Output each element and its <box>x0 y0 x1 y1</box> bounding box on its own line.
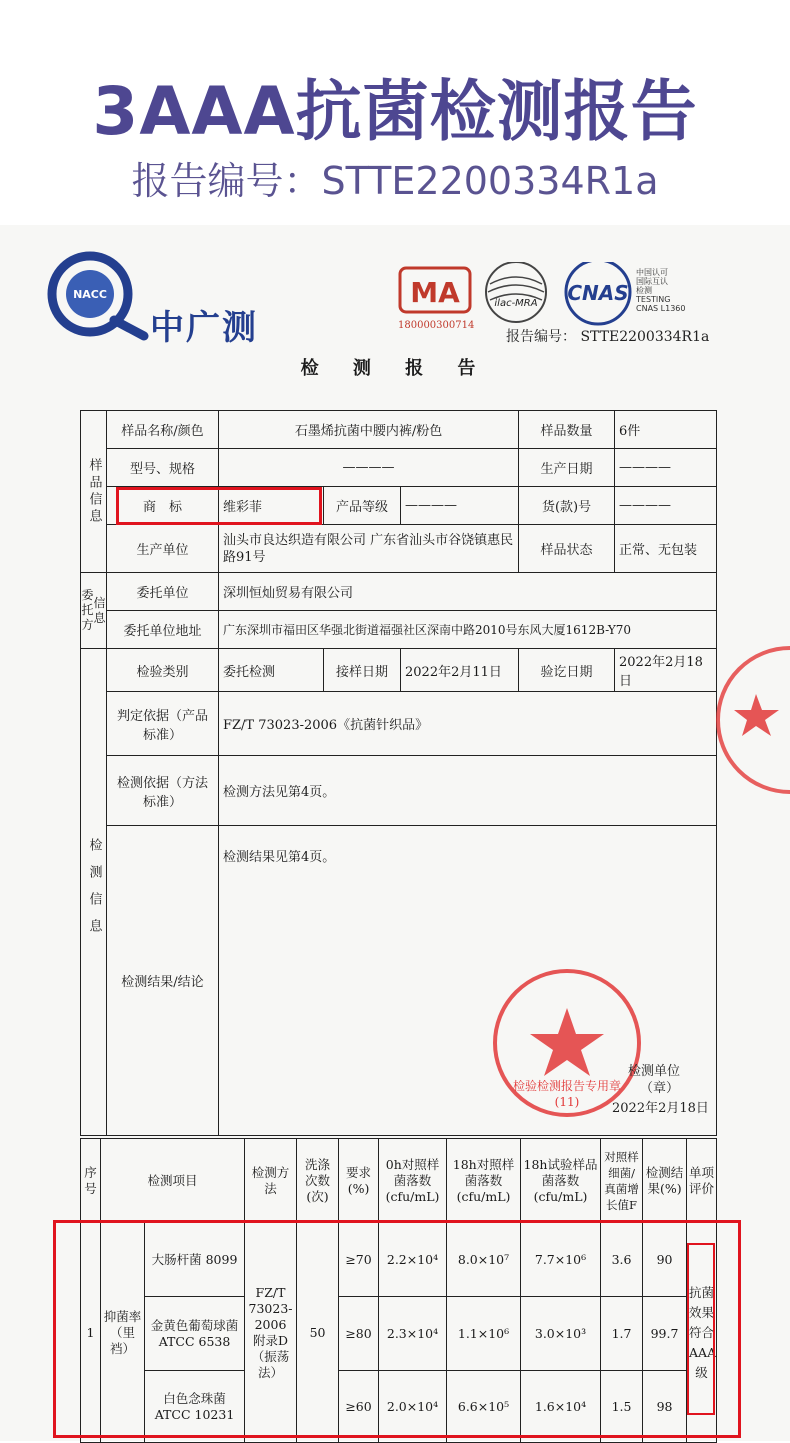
result-label: 检测结果/结论 <box>107 826 219 1136</box>
row-18h-control: 1.1×10⁶ <box>447 1297 521 1371</box>
production-date-label: 生产日期 <box>519 449 615 487</box>
inspection-type-value: 委托检测 <box>219 649 324 692</box>
grade-value: ———— <box>401 487 519 525</box>
header-18h-control: 18h对照样菌落数(cfu/mL) <box>447 1139 521 1223</box>
method-value: 检测方法见第4页。 <box>219 756 717 826</box>
seal-unit-label: 检测单位 <box>628 1064 681 1079</box>
row-item: 大肠杆菌 8099 <box>145 1223 245 1297</box>
official-seal-icon <box>482 968 652 1118</box>
row-requirement: ≥60 <box>339 1371 379 1443</box>
row-0h-control: 2.0×10⁴ <box>379 1371 447 1443</box>
inspection-group-label: 检测信息 <box>81 649 107 1136</box>
header-18h-sample: 18h试验样品菌落数(cfu/mL) <box>521 1139 601 1223</box>
item-number-value: ———— <box>615 487 717 525</box>
row-index: 1 <box>81 1223 101 1443</box>
item-number-label: 货(款)号 <box>519 487 615 525</box>
header-index: 序号 <box>81 1139 101 1223</box>
header-growth-value: 对照样细菌/真菌增长值F <box>601 1139 643 1223</box>
row-growth-value: 1.7 <box>601 1297 643 1371</box>
grade-label: 产品等级 <box>324 487 401 525</box>
maker-label: 生产单位 <box>107 525 219 573</box>
header-evaluation: 单项评价 <box>687 1139 717 1223</box>
ilac-mark-icon <box>486 262 546 322</box>
side-seal-icon <box>712 640 790 800</box>
result-value: 检测结果见第4页。 <box>223 850 336 865</box>
cma-number: 180000300714 <box>398 320 475 331</box>
header-item: 检测项目 <box>101 1139 245 1223</box>
row-18h-sample: 1.6×10⁴ <box>521 1371 601 1443</box>
brand-value: 维彩菲 <box>219 487 324 525</box>
logo-text: 中广测 <box>150 308 258 348</box>
svg-text:检验检测报告专用章: 检验检测报告专用章 <box>512 1079 622 1093</box>
cma-label: MA <box>410 276 460 309</box>
header-method: 检测方法 <box>245 1139 297 1223</box>
row-item: 白色念珠菌 ATCC 10231 <box>145 1371 245 1443</box>
nacc-logo-icon <box>44 250 154 342</box>
row-washes: 50 <box>297 1223 339 1443</box>
header-0h-control: 0h对照样菌落数(cfu/mL) <box>379 1139 447 1223</box>
brand-highlight-box <box>116 487 322 525</box>
row-result: 98 <box>643 1371 687 1443</box>
maker-value: 汕头市良达织造有限公司 广东省汕头市谷饶镇惠民路91号 <box>219 525 519 573</box>
sample-qty-value: 6件 <box>615 411 717 449</box>
row-growth-value: 1.5 <box>601 1371 643 1443</box>
model-label: 型号、规格 <box>107 449 219 487</box>
receive-date-label: 接样日期 <box>324 649 401 692</box>
evaluation-highlight-box <box>687 1243 715 1415</box>
row-requirement: ≥70 <box>339 1223 379 1297</box>
inspection-type-label: 检验类别 <box>107 649 219 692</box>
production-date-value: ———— <box>615 449 717 487</box>
client-unit-label: 委托单位 <box>107 573 219 611</box>
sample-name-value: 石墨烯抗菌中腰内裤/粉色 <box>219 411 519 449</box>
row-growth-value: 3.6 <box>601 1223 643 1297</box>
row-method: FZ/T 73023-2006 附录D（振荡法） <box>245 1223 297 1443</box>
sample-group-label: 样品信息 <box>81 411 107 573</box>
row-18h-control: 8.0×10⁷ <box>447 1223 521 1297</box>
row-18h-control: 6.6×10⁵ <box>447 1371 521 1443</box>
row-0h-control: 2.2×10⁴ <box>379 1223 447 1297</box>
seal-note: （章） <box>640 1081 680 1096</box>
ilac-label: ilac-MRA <box>494 298 538 309</box>
method-label: 检测依据（方法标准） <box>107 756 219 826</box>
client-unit-value: 深圳恒灿贸易有限公司 <box>219 573 717 611</box>
report-number-line: 报告编号： STTE2200334R1a <box>506 329 710 345</box>
logo-mark: NACC <box>73 288 107 301</box>
page-title: 3AAA抗菌检测报告 <box>92 73 698 150</box>
brand-label: 商 标 <box>107 487 219 525</box>
row-18h-sample: 3.0×10³ <box>521 1297 601 1371</box>
row-evaluation: 抗菌效果符合AAA级 <box>687 1223 717 1443</box>
sample-qty-label: 样品数量 <box>519 411 615 449</box>
row-0h-control: 2.3×10⁴ <box>379 1297 447 1371</box>
svg-text:(11): (11) <box>554 1095 580 1109</box>
document-title: 检 测 报 告 <box>300 358 490 379</box>
sample-state-value: 正常、无包装 <box>615 525 717 573</box>
header-washes: 洗涤次数(次) <box>297 1139 339 1223</box>
row-result: 99.7 <box>643 1297 687 1371</box>
client-address-label: 委托单位地址 <box>107 611 219 649</box>
row-18h-sample: 7.7×10⁶ <box>521 1223 601 1297</box>
results-highlight-box <box>53 1220 741 1438</box>
finish-date-label: 验讫日期 <box>519 649 615 692</box>
finish-date-value: 2022年2月18日 <box>615 649 717 692</box>
sample-name-label: 样品名称/颜色 <box>107 411 219 449</box>
row-category: 抑菌率（里裆） <box>101 1223 145 1443</box>
seal-date: 2022年2月18日 <box>612 1101 709 1116</box>
row-item: 金黄色葡萄球菌 ATCC 6538 <box>145 1297 245 1371</box>
row-requirement: ≥80 <box>339 1297 379 1371</box>
receive-date-value: 2022年2月11日 <box>401 649 519 692</box>
basis-value: FZ/T 73023-2006《抗菌针织品》 <box>219 692 717 756</box>
client-address-value: 广东深圳市福田区华强北街道福强社区深南中路2010号东风大厦1612B-Y70 <box>219 611 717 649</box>
basis-label: 判定依据（产品标准） <box>107 692 219 756</box>
header-requirement: 要求(%) <box>339 1139 379 1223</box>
client-group-label: 委托方信息 <box>81 573 107 649</box>
report-number-subtitle: 报告编号：STTE2200334R1a <box>131 159 659 203</box>
results-header-row <box>81 1139 717 1223</box>
header-result: 检测结果(%) <box>643 1139 687 1223</box>
row-result: 90 <box>643 1223 687 1297</box>
sample-state-label: 样品状态 <box>519 525 615 573</box>
model-value: ———— <box>219 449 519 487</box>
cnas-label: CNAS <box>567 281 629 305</box>
cnas-side-text: 中国认可 国际互认 检测 TESTING CNAS L1360 <box>636 268 686 313</box>
